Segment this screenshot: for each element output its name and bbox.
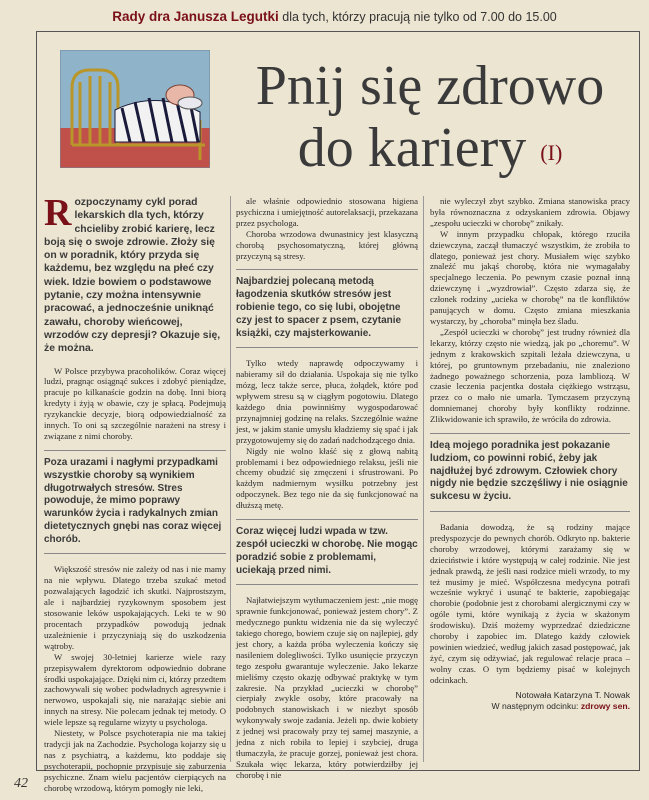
column-subtitle: dla tych, którzy pracują nie tylko od 7.00 do 15.00 — [282, 10, 557, 24]
pull-quote: Ideą mojego poradnika jest pokazanie ludziom, co powinni robić, żeby jak najdłużej być zdrowym. Człowiek chory nigdy nie będzie szczęśliwy i nie osiągnie sukcesu w życiu. — [430, 433, 630, 512]
paragraph: Choroba wrzodowa dwunastnicy jest klasyczną chorobą psychosomatyczną, której główną przyczyną są stresy. — [236, 228, 418, 261]
sick-bed-illustration — [60, 50, 210, 168]
pull-quote: Poza urazami i nagłymi przypadkami wszystkie choroby są wynikiem długotrwałych stresów. Stres powoduje, że mimo poprawy warunków życia i radykalnych zmian dietetycznych gnębi nas coraz więcej chorób. — [44, 450, 226, 555]
column-header — [36, 6, 633, 32]
paragraph: nie wyleczył zbyt szybko. Zmiana stanowiska pracy była równoznaczna z odzyskaniem zdrowia. Objawy „zespołu ucieczki w chorobę” znikały. — [430, 196, 630, 228]
title-line-2-text: do kariery — [297, 117, 527, 179]
lead-paragraph — [44, 192, 226, 356]
paragraph: Większość stresów nie zależy od nas i nie mamy na nie wpływu. Dlatego trzeba szukać metod pozwalających łagodzić ich skutki. Najprostszym, ale i najbardziej ryzykownym sposobem jest stosowanie leków uspokajających. Leki te w 90 procentach przypadków powodują jednak uzależnienie i przyczyniają się do uszkodzenia wątroby. — [44, 564, 226, 651]
paragraph: Niestety, w Polsce psychoterapia nie ma takiej tradycji jak na Zachodzie. Psychologa kojarzy się u nas z psychiatrą, a każdemu, kto poddaje się psychoterapii, pochopnie przypisuje się zaburzenia psychiczne. Znam wielu pacjentów cierpiących na chorobę wrzodową, którym pomogły nie leki, — [44, 728, 226, 793]
paragraph: W innym przypadku chłopak, którego rzuciła dziewczyna, zaczął tłumaczyć wszystkim, że zrobiła to dlatego, ponieważ jest chory. Musiałem więc szybko znaleźć mu jakąś chorobę, która nie wymagałaby specjalnego leczenia. Po pewnym czasie poznał inną dziewczynę i „wyzdrowiał”. Często zdarza się, że członek rodziny „ucieka w chorobę” na tle konfliktów panujących w domu. Często zmiana mieszkania wystarczy, by „choroba” minęła bez śladu. — [430, 228, 630, 326]
column-divider-1 — [230, 196, 231, 762]
lead-text: ozpoczynamy cykl porad lekarskich dla tych, którzy chcieliby zrobić karierę, lecz boją się o swoje zdrowie. Złoży się on w poradnik, który przyda się każdemu, bez względu na płeć czy wiek. Idzie bowiem o podstawowe pytanie, czy można intensywnie pracować, a jednocześnie uniknąć zawału, choroby wieńcowej, wrzodów czy depresji? Okazuje się, że można. — [44, 197, 221, 355]
paragraph: Najłatwiejszym wytłumaczeniem jest: „nie mogę sprawnie funkcjonować, ponieważ jestem chory”. Z medycznego punktu widzenia nie da się wyleczyć takiego chorego, bowiem czuje się on najlepiej, gdy jest chory, a każda próba wyleczenia kończy się nasileniem dolegliwości. Tylko usunięcie przyczyn tego zespołu gwarantuje wyleczenie. Jako lekarze mieliśmy często okazję odbywać praktykę w tym zakresie. Na przykład „ucieczki w chorobę” cierpiały zwykle osoby, które pracowały na podobnych stanowiskach i w niezbyt sposób wykonywały swoje zadania. Jeżeli np. dwie kobiety z jednej wsi pracowały przy tej samej maszynie, a jedna z nich robiła to lepiej i szybciej, druga tłumaczyła, że pracuje gorzej, ponieważ jest chora. Szukała więc lekarza, który potwierdziłby jej chorobę i nie — [236, 595, 418, 780]
column-divider-2 — [423, 196, 424, 762]
title-line-1: Pnij się zdrowo — [255, 55, 605, 117]
column-2 — [236, 196, 418, 781]
next-episode-topic: zdrowy sen. — [580, 700, 630, 711]
page-number: 42 — [14, 776, 28, 791]
paragraph: W Polsce przybywa pracoholików. Coraz więcej ludzi, pragnąc osiągnąć sukces i zdobyć pieniądze, pracuje po kilkanaście godzin na dobę. Inni biorą kredyty i żyją w obawie, czy je spłacą. Podejmują ryzykanckie decyzje, biorą odpowiedzialność za innych. To oni są szczególnie narażeni na stresy i związane z nimi choroby. — [44, 365, 226, 441]
part-number: (I) — [540, 140, 563, 166]
paragraph: W swojej 30-letniej karierze wiele razy przepisywałem dyrektorom odpowiednio dobrane środki uspokajające. Dzięki nim ci, którzy przedtem zachowywali się wobec podwładnych agresywnie i nerwowo, uspokajali się, nie narażając siebie ani innych na stresy. Nie polecam jednak tej metody. O wiele lepsze są regularne wizyty u psychologa. — [44, 651, 226, 728]
author-signature: Notowała Katarzyna T. Nowak — [515, 689, 630, 700]
next-episode — [430, 701, 630, 712]
title-line-2 — [230, 117, 630, 184]
column-brand: Rady dra Janusza Legutki — [112, 9, 279, 24]
paragraph: ale właśnie odpowiednio stosowana higiena psychiczna i umiejętność autorelaksacji, przekazana przez psychologa. — [236, 196, 418, 228]
drop-cap: R — [44, 192, 72, 234]
paragraph: Tylko wtedy naprawdę odpoczywamy i nabieramy sił do działania. Uspokaja się nie tylko mózg, lecz także serce, płuca, żołądek, które pod wpływem stresu są w ciągłym pogotowiu. Dlatego każdego dnia powinniśmy wygospodarować przynajmniej godzinę na relaks. Szczególnie ważne jest, w jakim stanie umysłu kładziemy się spać i jak przygotowujemy się do zadań nadchodzącego dnia. — [236, 358, 418, 445]
pull-quote: Najbardziej polecaną metodą łagodzenia skutków stresów jest robienie tego, co się lubi, obojętne czy jest to spacer z psem, czytanie książki, czy majsterkowanie. — [236, 269, 418, 348]
paragraph: Nigdy nie wolno kłaść się z głową nabitą problemami i bez odpowiedniego relaksu, jeśli nie chcemy obudzić się zmęczeni i sfrustrowani. Po każdym nadmiernym wysiłku potrzebny jest odpoczynek. Bez tego nie da się funkcjonować na dłuższą metę. — [236, 445, 418, 511]
column-3 — [430, 196, 630, 712]
paragraph: „Zespół ucieczki w chorobę” jest trudny również dla lekarzy, którzy często nie wiedzą, jak po „choremu”. W jednym z krakowskich szpitali leżała dziewczyna, u której, po gruntownym przebadaniu, nie znaleziono żadnego poważnego schorzenia, poza lambliozą. W czasie leczenia pacjentka dostała ciężkiego wstrząsu, przez co o mało nie umarła. Tymczasem przyczyną domniemanej choroby były konflikty rodzinne. Zlikwidowanie ich sprawiło, że wróciła do zdrowia. — [430, 326, 630, 425]
pull-quote: Coraz więcej ludzi wpada w tzw. zespół ucieczki w chorobę. Nie mogąc poradzić sobie z problemami, uciekają przed nimi. — [236, 519, 418, 585]
article-title — [230, 55, 630, 184]
paragraph: Badania dowodzą, że są rodziny mające predyspozycje do pewnych chorób. Odkryto np. bakterie choroby wrzodowej, którymi zarażamy się w dzieciństwie i które występują w całej rodzinie. Nie jest jednak prawdą, że jeśli nasi rodzice mieli wrzody, to my też musimy je mieć. Współczesna medycyna potrafi wcześnie wykryć i usunąć te bakterie, zapobiegając chorobie (podobnie jest z chorobami alergicznymi czy w ogóle tymi, które wynikają z życia w skażonym środowisku). Dziś możemy wyprzedzać dziedziczne choroby i zapobiec im. Dlatego każdy człowiek powinien wiedzieć, według jakich zasad postępować, jak żyć, czym się odżywiać, jak regulować relacje praca – wolny czas. O tym będziemy pisać w kolejnych odcinkach. — [430, 522, 630, 685]
column-1 — [44, 192, 226, 794]
next-episode-label: W następnym odcinku: — [491, 700, 579, 711]
